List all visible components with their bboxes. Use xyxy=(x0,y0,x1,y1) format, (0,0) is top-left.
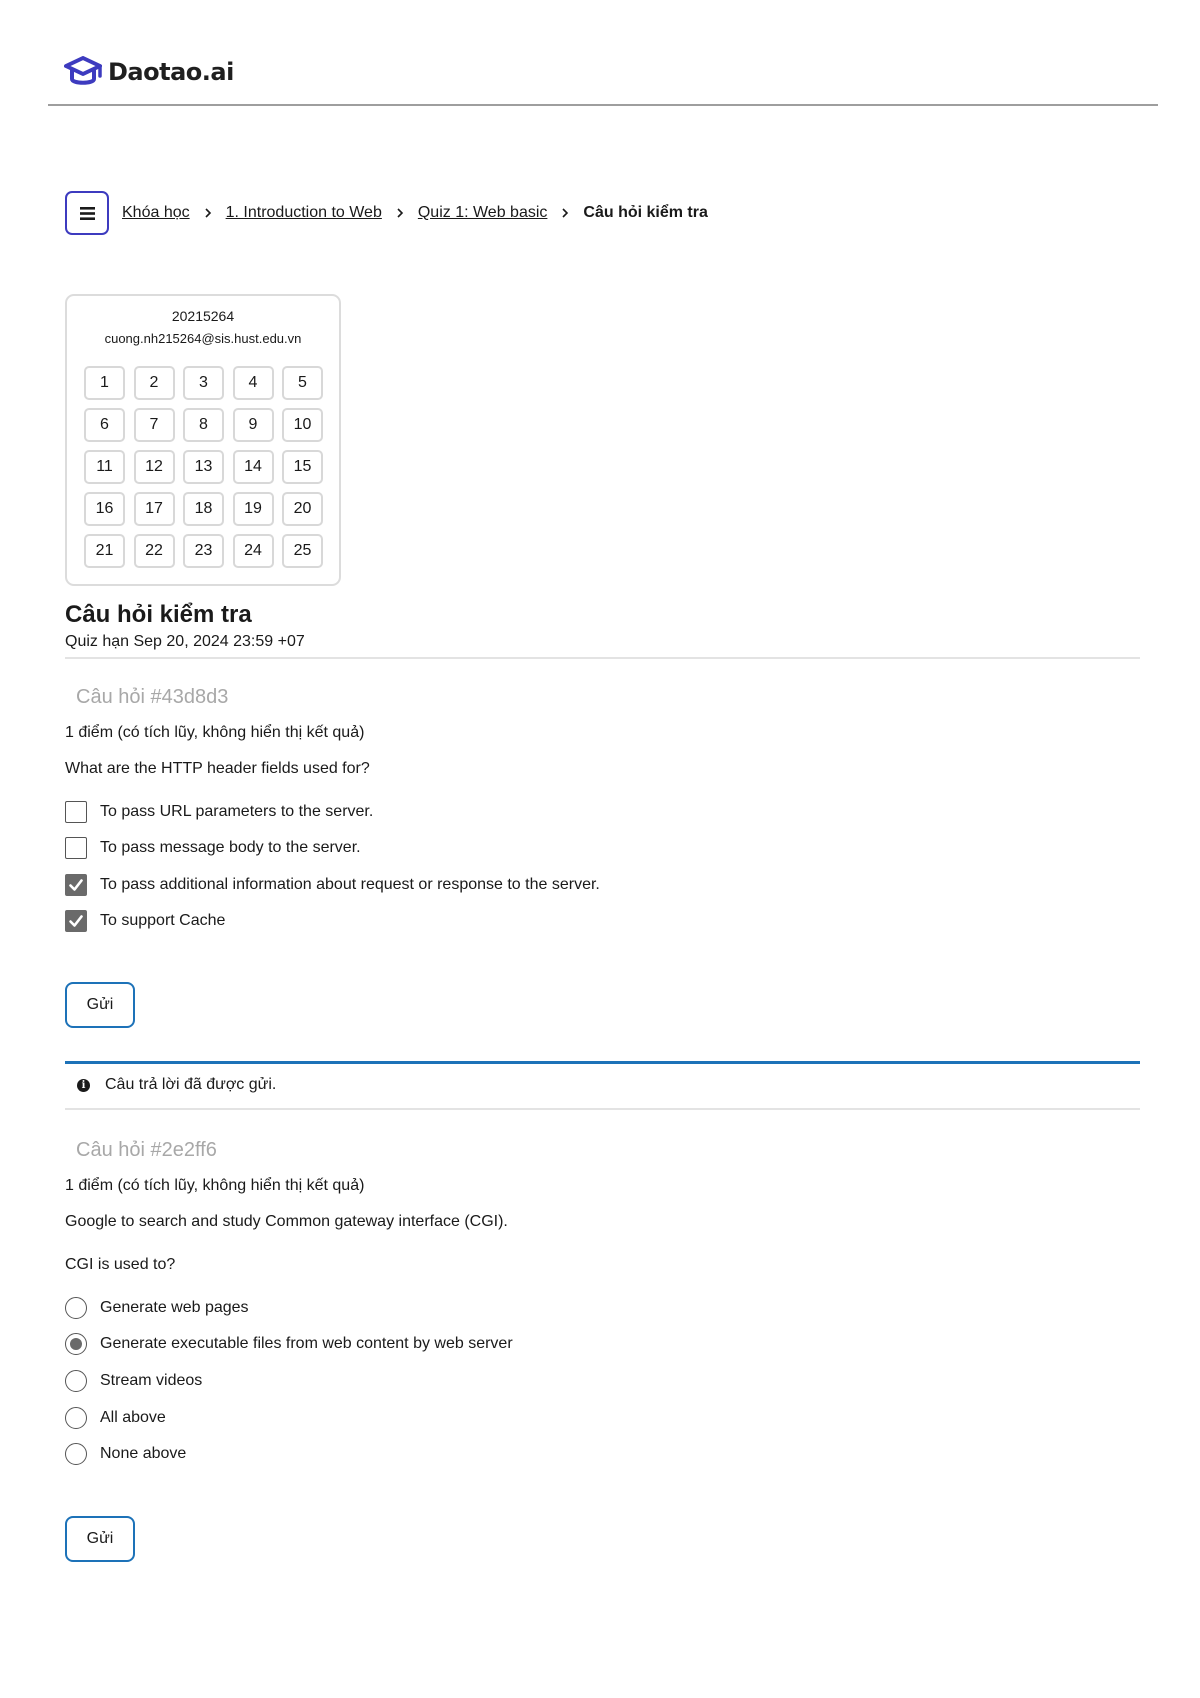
question-2-id: Câu hỏi #2e2ff6 xyxy=(76,1139,217,1161)
checkmark-icon xyxy=(68,913,84,929)
breadcrumb xyxy=(65,191,708,235)
question-2-prompt: CGI is used to? xyxy=(65,1256,176,1273)
question-nav-button[interactable]: 8 xyxy=(183,408,224,442)
brand-logo[interactable] xyxy=(64,56,234,88)
hamburger-icon xyxy=(80,207,95,220)
option-label: Stream videos xyxy=(100,1372,203,1389)
breadcrumb-link-lesson[interactable]: 1. Introduction to Web xyxy=(225,204,382,221)
question-1-submit-button[interactable]: Gửi xyxy=(65,982,135,1028)
option-label: To pass additional information about request or response to the server. xyxy=(100,876,600,893)
question-2-submit-button[interactable]: Gửi xyxy=(65,1516,135,1562)
graduation-cap-icon xyxy=(64,56,102,88)
question-1-option[interactable] xyxy=(65,910,225,932)
question-2-option[interactable] xyxy=(65,1297,249,1319)
radio-button[interactable] xyxy=(65,1370,87,1392)
top-header xyxy=(48,0,1158,106)
question-1-option[interactable] xyxy=(65,801,373,823)
question-nav-button[interactable]: 23 xyxy=(183,534,224,568)
checkbox-checked[interactable] xyxy=(65,910,87,932)
divider xyxy=(65,1108,1140,1110)
radio-dot xyxy=(70,1338,82,1350)
checkmark-icon xyxy=(68,877,84,893)
question-nav-button[interactable]: 5 xyxy=(282,366,323,400)
question-2-option[interactable] xyxy=(65,1407,166,1429)
quiz-deadline: Quiz hạn Sep 20, 2024 23:59 +07 xyxy=(65,633,305,650)
question-2-option[interactable] xyxy=(65,1443,186,1465)
question-number-grid xyxy=(84,366,323,568)
question-nav-button[interactable]: 7 xyxy=(134,408,175,442)
question-nav-button[interactable]: 18 xyxy=(183,492,224,526)
checkbox-checked[interactable] xyxy=(65,874,87,896)
question-2-option[interactable] xyxy=(65,1370,202,1392)
question-1-points: 1 điểm (có tích lũy, không hiển thị kết quả) xyxy=(65,724,365,741)
question-2-points: 1 điểm (có tích lũy, không hiển thị kết quả) xyxy=(65,1177,365,1194)
question-nav-button[interactable]: 17 xyxy=(134,492,175,526)
chevron-right-icon xyxy=(203,207,213,219)
question-nav-button[interactable]: 1 xyxy=(84,366,125,400)
question-nav-button[interactable]: 15 xyxy=(282,450,323,484)
question-nav-button[interactable]: 16 xyxy=(84,492,125,526)
question-nav-button[interactable]: 4 xyxy=(233,366,274,400)
option-label: To pass URL parameters to the server. xyxy=(100,803,374,820)
question-nav-button[interactable]: 22 xyxy=(134,534,175,568)
menu-toggle-button[interactable] xyxy=(65,191,109,235)
breadcrumb-link-course[interactable]: Khóa học xyxy=(122,204,190,221)
question-nav-button[interactable]: 11 xyxy=(84,450,125,484)
option-label: Generate web pages xyxy=(100,1299,249,1316)
question-1-prompt: What are the HTTP header fields used for? xyxy=(65,760,370,777)
chevron-right-icon xyxy=(560,207,570,219)
question-nav-button[interactable]: 24 xyxy=(233,534,274,568)
student-id: 20215264 xyxy=(171,308,235,324)
submitted-notice xyxy=(77,1076,276,1094)
student-email: cuong.nh215264@sis.hust.edu.vn xyxy=(104,331,302,346)
chevron-right-icon xyxy=(395,207,405,219)
question-nav-button[interactable]: 20 xyxy=(282,492,323,526)
question-nav-button[interactable]: 10 xyxy=(282,408,323,442)
question-navigator xyxy=(65,294,341,586)
option-label: To pass message body to the server. xyxy=(100,839,361,856)
question-nav-button[interactable]: 21 xyxy=(84,534,125,568)
question-1-id: Câu hỏi #43d8d3 xyxy=(76,686,229,708)
option-label: All above xyxy=(100,1409,166,1426)
breadcrumb-link-quiz[interactable]: Quiz 1: Web basic xyxy=(417,204,548,221)
question-nav-button[interactable]: 3 xyxy=(183,366,224,400)
radio-button-selected[interactable] xyxy=(65,1333,87,1355)
question-nav-button[interactable]: 25 xyxy=(282,534,323,568)
question-nav-button[interactable]: 14 xyxy=(233,450,274,484)
question-2-intro: Google to search and study Common gateway interface (CGI). xyxy=(65,1213,508,1230)
radio-button[interactable] xyxy=(65,1443,87,1465)
question-nav-button[interactable]: 12 xyxy=(134,450,175,484)
question-1-option[interactable] xyxy=(65,837,361,859)
radio-button[interactable] xyxy=(65,1297,87,1319)
checkbox[interactable] xyxy=(65,837,87,859)
brand-name: Daotao.ai xyxy=(108,58,234,86)
question-nav-button[interactable]: 19 xyxy=(233,492,274,526)
info-icon: i xyxy=(77,1079,90,1092)
notice-text: Câu trả lời đã được gửi. xyxy=(105,1076,277,1093)
option-label: None above xyxy=(100,1445,187,1462)
question-nav-button[interactable]: 9 xyxy=(233,408,274,442)
question-nav-button[interactable]: 2 xyxy=(134,366,175,400)
breadcrumb-current: Câu hỏi kiểm tra xyxy=(583,204,708,221)
option-label: To support Cache xyxy=(100,912,226,929)
page-title: Câu hỏi kiểm tra xyxy=(65,601,252,628)
notice-accent-bar xyxy=(65,1061,1140,1064)
question-nav-button[interactable]: 6 xyxy=(84,408,125,442)
radio-button[interactable] xyxy=(65,1407,87,1429)
option-label: Generate executable files from web content by web server xyxy=(100,1335,513,1352)
question-2-option[interactable] xyxy=(65,1333,513,1355)
question-nav-button[interactable]: 13 xyxy=(183,450,224,484)
checkbox[interactable] xyxy=(65,801,87,823)
question-1-option[interactable] xyxy=(65,874,600,896)
divider xyxy=(65,657,1140,659)
